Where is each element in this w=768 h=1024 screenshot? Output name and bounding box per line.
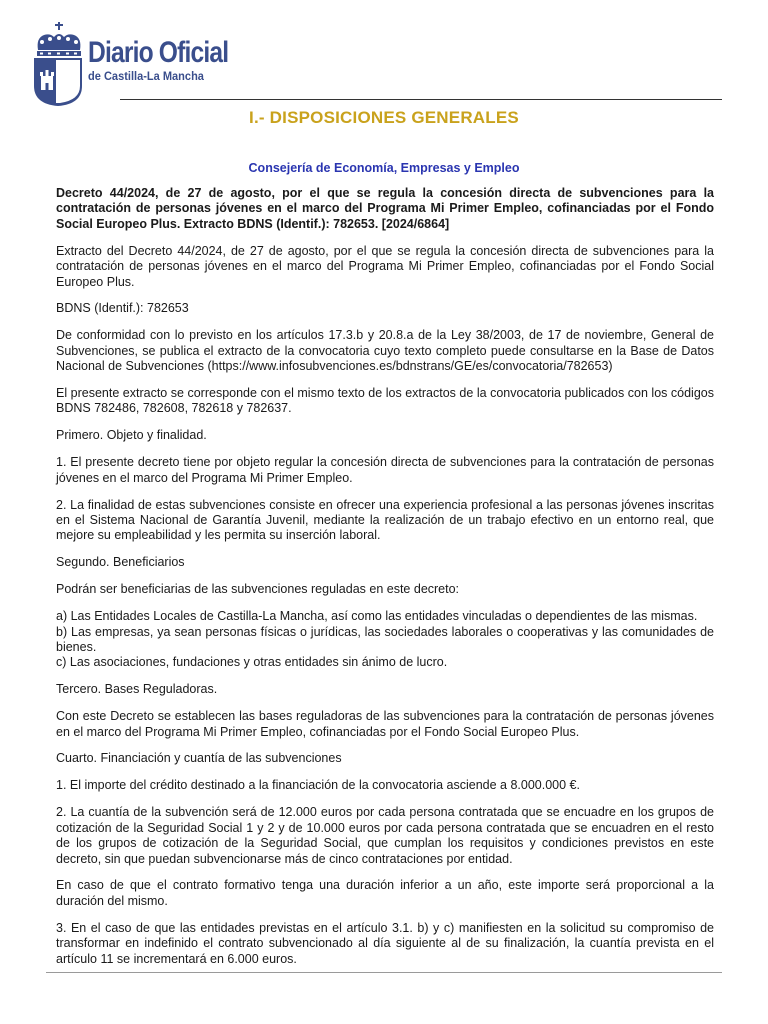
header-divider: [120, 99, 722, 100]
organization-name: Consejería de Economía, Empresas y Empleo: [248, 161, 520, 175]
paragraph-conformity: De conformidad con lo previsto en los artículos 17.3.b y 20.8.a de la Ley 38/2003, de 17 de noviembre, General de Subvenciones, se publica el extracto de la convocatoria cuyo texto completo puede consultarse en la Base de Datos Nacional de Subvenciones (https://www.infosubvenciones.es/bdnstrans/GE/es/convocatoria/782653): [56, 328, 714, 374]
paragraph-bdns: BDNS (Identif.): 782653: [56, 301, 189, 316]
brand-subtitle: de Castilla-La Mancha: [88, 69, 204, 83]
paragraph-cuantia-proporcional: En caso de que el contrato formativo tenga una duración inferior a un año, este importe será proporcional a la duración del mismo.: [56, 878, 714, 908]
list-item-b: b) Las empresas, ya sean personas físicas o jurídicas, las sociedades laborales o cooperativas y las comunidades de bienes.: [56, 624, 714, 654]
paragraph-objeto-2: 2. La finalidad de estas subvenciones consiste en ofrecer una experiencia profesional a las personas jóvenes inscritas en el Sistema Nacional de Garantía Juvenil, mediante la realización de un trabajo efectivo en un entorno real, que mejore su empleabilidad y les permita su inserción laboral.: [56, 497, 714, 543]
paragraph-cuantia-1: 1. El importe del crédito destinado a la financiación de la convocatoria asciende a 8.000.000 €.: [56, 778, 580, 793]
list-item-c: c) Las asociaciones, fundaciones y otras entidades sin ánimo de lucro.: [56, 655, 448, 670]
castilla-la-mancha-crest-logo: [32, 20, 84, 108]
heading-segundo: Segundo. Beneficiarios: [56, 555, 185, 570]
section-title: I.- DISPOSICIONES GENERALES: [249, 108, 519, 127]
document-body: [56, 186, 714, 978]
heading-cuarto: Cuarto. Financiación y cuantía de las subvenciones: [56, 751, 342, 766]
paragraph-correspondence: El presente extracto se corresponde con el mismo texto de los extractos de la convocatoria publicados con los códigos BDNS 782486, 782608, 782618 y 782637.: [56, 386, 714, 416]
paragraph-beneficiarios-intro: Podrán ser beneficiarias de las subvenciones reguladas en este decreto:: [56, 582, 460, 597]
paragraph-cuantia-3: 3. En el caso de que las entidades previstas en el artículo 3.1. b) y c) manifiesten en la solicitud su compromiso de transformar en indefinido el contrato subvencionado al día siguiente al de su finalización, la cuantía prevista en el artículo 11 se incrementará en 6.000 euros.: [56, 920, 714, 966]
paragraph-bases: Con este Decreto se establecen las bases reguladoras de las subvenciones para la contratación de personas jóvenes en el marco del Programa Mi Primer Empleo, cofinanciadas por el Fondo Social Europeo Plus.: [56, 709, 714, 739]
heading-tercero: Tercero. Bases Reguladoras.: [56, 682, 218, 697]
paragraph-extract: Extracto del Decreto 44/2024, de 27 de agosto, por el que se regula la concesión directa de subvenciones para la contratación de personas jóvenes en el marco del Programa Mi Primer Empleo, cofinanciadas por el Fondo Social Europeo Plus.: [56, 243, 714, 289]
footer-divider: [46, 972, 722, 973]
page-header: [32, 20, 722, 110]
heading-primero: Primero. Objeto y finalidad.: [56, 428, 207, 443]
paragraph-cuantia-2: 2. La cuantía de la subvención será de 12.000 euros por cada persona contratada que se encuadre en los grupos de cotización de la Seguridad Social 1 y 2 y de 10.000 euros por cada persona contratada que se encuadren en el resto de los grupos de cotización de la Seguridad Social, que cumplan los requisitos y condiciones previstos en este decreto, sin que puedan subvencionarse más de cinco contrataciones por entidad.: [56, 805, 714, 866]
list-item-a: a) Las Entidades Locales de Castilla-La Mancha, así como las entidades vinculadas o dependientes de las mismas.: [56, 609, 698, 624]
document-title: Decreto 44/2024, de 27 de agosto, por el que se regula la concesión directa de subvenciones para la contratación de personas jóvenes en el marco del Programa Mi Primer Empleo, cofinanciadas por el Fondo Social Europeo Plus. Extracto BDNS (Identif.): 782653. [2024/6864]: [56, 186, 714, 231]
brand-title: Diario Oficial: [88, 36, 229, 69]
paragraph-objeto-1: 1. El presente decreto tiene por objeto regular la concesión directa de subvenciones para la contratación de personas jóvenes en el marco del Programa Mi Primer Empleo.: [56, 455, 714, 485]
